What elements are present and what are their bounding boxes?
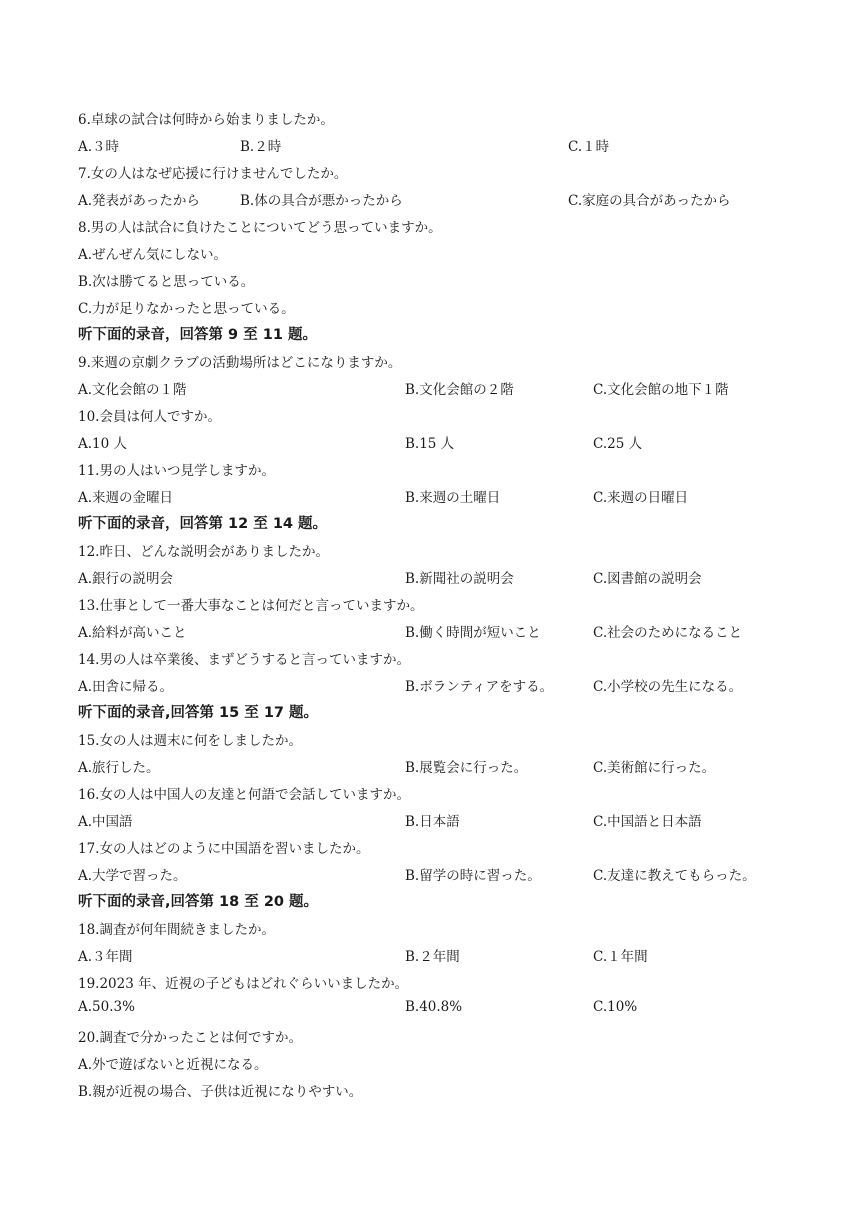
- option-text: B.働く時間が短いこと: [405, 625, 541, 641]
- section-heading: 听下面的录音,回答第 18 至 20 题。: [78, 894, 319, 910]
- option-text: A.中国語: [78, 814, 133, 830]
- section-heading: 听下面的录音,回答第 15 至 17 题。: [78, 705, 319, 721]
- option-text: B.体の具合が悪かったから: [240, 193, 403, 209]
- option-text: C.10%: [593, 999, 638, 1015]
- option-text: A.来週の金曜日: [78, 490, 174, 506]
- question-text: 14.男の人は卒業後、まずどうすると言っていますか。: [78, 652, 410, 668]
- question-text: 13.仕事として一番大事なことは何だと言っていますか。: [78, 598, 424, 614]
- question-text: 17.女の人はどのように中国語を習いましたか。: [78, 841, 370, 857]
- question-text: B.次は勝てると思っている。: [78, 274, 255, 290]
- option-text: A.３時: [78, 139, 120, 155]
- option-text: B.ボランティアをする。: [405, 679, 554, 695]
- option-text: B.留学の時に習った。: [405, 868, 541, 884]
- option-text: B.来週の土曜日: [405, 490, 501, 506]
- question-text: 18.調査が何年間続きましたか。: [78, 922, 275, 938]
- option-text: A.大学で習った。: [78, 868, 187, 884]
- section-heading: 听下面的录音，回答第 9 至 11 题。: [78, 327, 317, 343]
- option-text: B.２時: [240, 139, 282, 155]
- option-text: A.銀行の説明会: [78, 571, 174, 587]
- question-text: 6.卓球の試合は何時から始まりましたか。: [78, 112, 334, 128]
- question-text: 10.会員は何人ですか。: [78, 409, 221, 425]
- option-text: C.中国語と日本語: [593, 814, 702, 830]
- option-text: A.旅行した。: [78, 760, 160, 776]
- option-text: B.２年間: [405, 949, 460, 965]
- question-text: 8.男の人は試合に負けたことについてどう思っていますか。: [78, 220, 442, 236]
- question-text: C.力が足りなかったと思っている。: [78, 301, 295, 317]
- option-text: A.文化会館の１階: [78, 382, 187, 398]
- option-text: C.家庭の具合があったから: [568, 193, 731, 209]
- option-text: A.田舎に帰る。: [78, 679, 174, 695]
- section-heading: 听下面的录音，回答第 12 至 14 题。: [78, 516, 328, 532]
- question-text: 15.女の人は週末に何をしましたか。: [78, 733, 302, 749]
- question-text: A.ぜんぜん気にしない。: [78, 247, 228, 263]
- option-text: B.日本語: [405, 814, 460, 830]
- option-text: A.給料が高いこと: [78, 625, 187, 641]
- option-text: C.友達に教えてもらった。: [593, 868, 756, 884]
- option-text: C.美術館に行った。: [593, 760, 716, 776]
- question-text: B.親が近視の場合、子供は近視になりやすい。: [78, 1084, 363, 1100]
- option-text: A.50.3%: [78, 999, 135, 1015]
- question-text: 12.昨日、どんな説明会がありましたか。: [78, 544, 329, 560]
- option-text: C.１年間: [593, 949, 648, 965]
- option-text: C.文化会館の地下１階: [593, 382, 729, 398]
- option-text: C.社会のためになること: [593, 625, 743, 641]
- option-text: A.発表があったから: [78, 193, 200, 209]
- question-text: 7.女の人はなぜ応援に行けませんでしたか。: [78, 166, 348, 182]
- option-text: B.文化会館の２階: [405, 382, 514, 398]
- option-text: C.来週の日曜日: [593, 490, 689, 506]
- option-text: B.40.8%: [405, 999, 463, 1015]
- question-text: 19.2023 年、近視の子どもはどれぐらいいましたか。: [78, 976, 409, 992]
- option-text: C.小学校の先生になる。: [593, 679, 743, 695]
- option-text: A.10 人: [78, 436, 128, 452]
- question-text: 20.調査で分かったことは何ですか。: [78, 1030, 302, 1046]
- option-text: C.図書館の説明会: [593, 571, 702, 587]
- question-text: 11.男の人はいつ見学しますか。: [78, 463, 275, 479]
- option-text: C.１時: [568, 139, 610, 155]
- question-text: 9.来週の京劇クラブの活動場所はどこになりますか。: [78, 355, 402, 371]
- question-text: 16.女の人は中国人の友達と何語で会話していますか。: [78, 787, 410, 803]
- option-text: A.３年間: [78, 949, 133, 965]
- option-text: C.25 人: [593, 436, 643, 452]
- option-text: B.新聞社の説明会: [405, 571, 514, 587]
- question-text: A.外で遊ばないと近視になる。: [78, 1057, 268, 1073]
- option-text: B.展覧会に行った。: [405, 760, 528, 776]
- option-text: B.15 人: [405, 436, 455, 452]
